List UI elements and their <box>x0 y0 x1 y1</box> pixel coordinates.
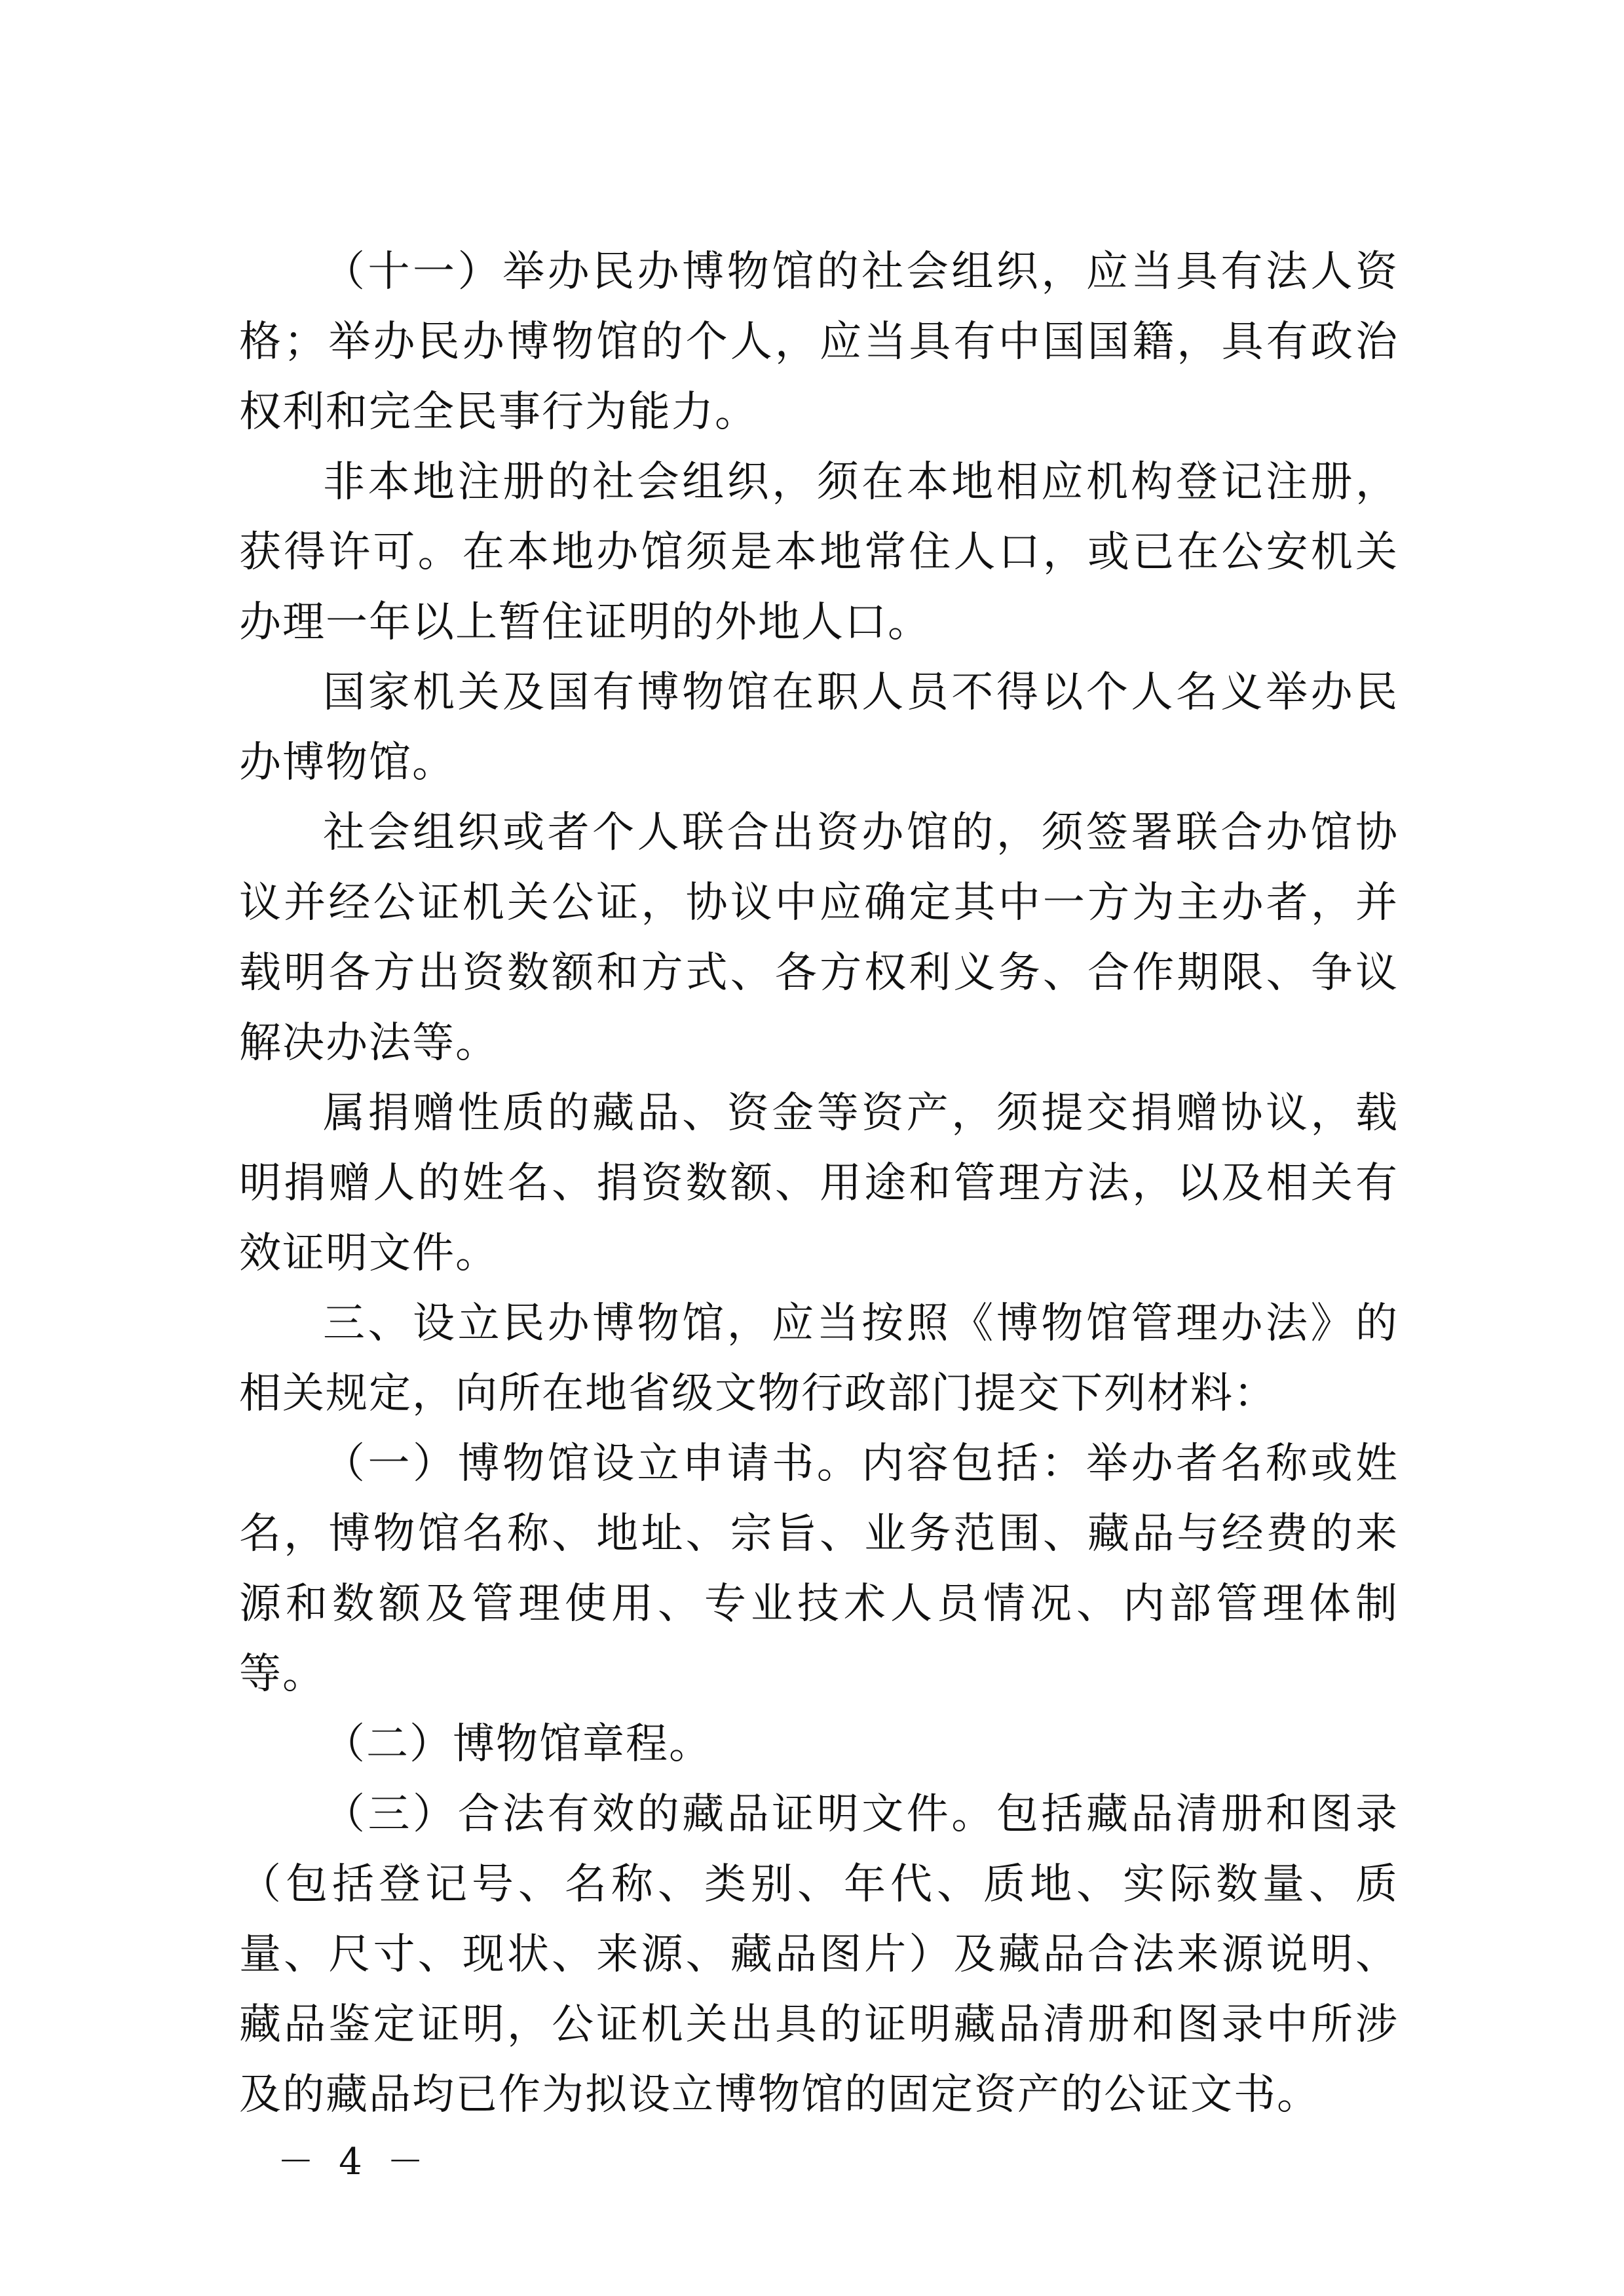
paragraph-non-local-registration: 非本地注册的社会组织，须在本地相应机构登记注册，获得许可。在本地办馆须是本地常住人口，或已在公安机关办理一年以上暂住证明的外地人口。 <box>239 458 1399 647</box>
paragraph-donation: 属捐赠性质的藏品、资金等资产，须提交捐赠协议，载明捐赠人的姓名、捐资数额、用途和管理方法，以及相关有效证明文件。 <box>239 1089 1399 1278</box>
paragraph-state-staff-restriction: 国家机关及国有博物馆在职人员不得以个人名义举办民办博物馆。 <box>239 668 1399 787</box>
paragraph-section-three: 三、设立民办博物馆，应当按照《博物馆管理办法》的相关规定，向所在地省级文物行政部门提交下列材料： <box>239 1299 1399 1418</box>
paragraph-application-letter: （一）博物馆设立申请书。内容包括：举办者名称或姓名，博物馆名称、地址、宗旨、业务范围、藏品与经费的来源和数额及管理使用、专业技术人员情况、内部管理体制等。 <box>239 1440 1399 1698</box>
page-number: － 4 － <box>277 2141 430 2183</box>
paragraph-charter: （二）博物馆章程。 <box>323 1720 712 1769</box>
paragraph-collection-certificates: （三）合法有效的藏品证明文件。包括藏品清册和图录（包括登记号、名称、类别、年代、质地、实际数量、质量、尺寸、现状、来源、藏品图片）及藏品合法来源说明、藏品鉴定证明，公证机关出具的证明藏品清册和图录中所涉及的藏品均已作为拟设立博物馆的固定资产的公证文书。 <box>239 1790 1399 2119</box>
paragraph-joint-funding: 社会组织或者个人联合出资办馆的，须签署联合办馆协议并经公证机关公证，协议中应确定其中一方为主办者，并载明各方出资数额和方式、各方权利义务、合作期限、争议解决办法等。 <box>239 809 1399 1067</box>
paragraph-legal-person-qualification: （十一）举办民办博物馆的社会组织，应当具有法人资格；举办民办博物馆的个人，应当具有中国国籍，具有政治权利和完全民事行为能力。 <box>239 248 1399 436</box>
body-text <box>239 237 1399 2130</box>
